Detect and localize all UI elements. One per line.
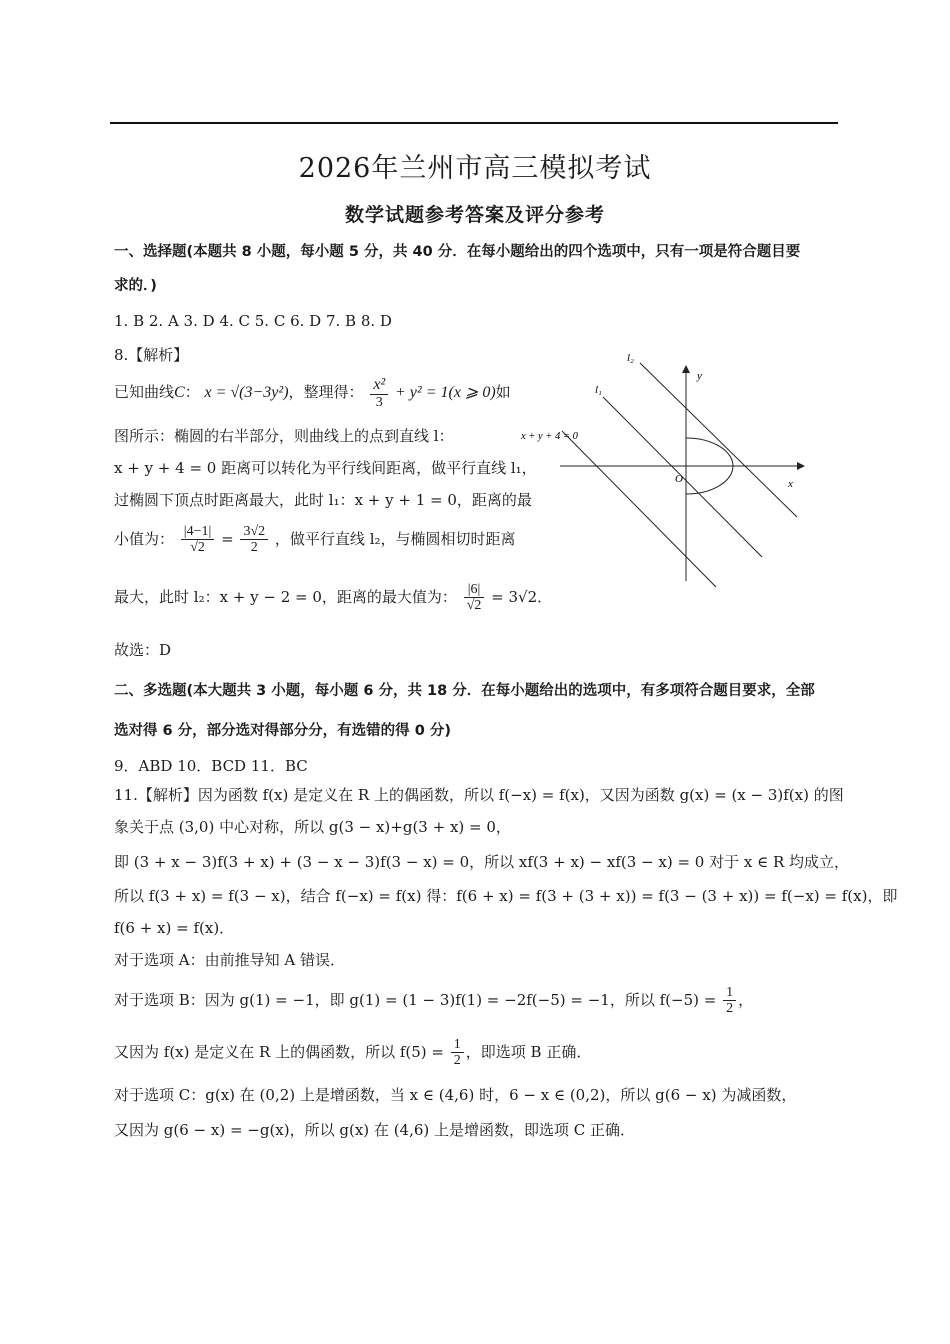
section2-answers: 9．ABD 10．BCD 11．BC: [114, 757, 308, 775]
label-y: y: [697, 370, 702, 382]
q11-line7-frac-num: 1: [723, 985, 736, 1001]
q8-line4: 过椭圆下顶点时距离最大，此时 l₁：x + y + 1 = 0，距离的最: [114, 491, 532, 509]
label-x: x: [788, 478, 793, 490]
q8-choice: 故选：D: [114, 641, 172, 659]
q8-line1-colon: ：: [184, 383, 200, 401]
q11-line8-fraction: [451, 1037, 464, 1069]
q11-line7-frac-den: 2: [726, 1001, 734, 1017]
label-l2: l₂: [627, 352, 634, 364]
q8-figure: [515, 345, 815, 595]
q11-line3: 即 (3 + x − 3)f(3 + x) + (3 − x − 3)f(3 − x) = 0，所以 xf(3 + x) − xf(3 − x) = 0 对于 x ∈ R 均成立，: [114, 853, 850, 871]
q8-line6-prefix: 最大，此时 l₂：x + y − 2 = 0，距离的最大值为：: [114, 587, 457, 606]
label-line-x-y-4: x + y + 4 = 0: [521, 431, 578, 442]
q8-line1-suffix: 如: [495, 383, 511, 401]
x-axis-arrow: [797, 462, 805, 470]
q8-line1-mid: ，整理得：: [288, 383, 364, 401]
q8-line2: 图所示：椭圆的右半部分，则曲线上的点到直线 l：: [114, 427, 454, 445]
q11-line5: f(6 + x) = f(x)．: [114, 919, 235, 937]
q8-line5: [114, 524, 516, 556]
q8-line6-suffix: = 3√2．: [491, 587, 553, 606]
q8-min-value-num: 3√2: [240, 524, 268, 540]
q8-line3: x + y + 4 = 0 距离可以转化为平行线间距离，做平行直线 l₁，: [114, 459, 537, 477]
q8-fraction-x2-num: x²: [370, 376, 388, 395]
q8-equals: =: [221, 529, 234, 548]
q11-line7-fraction: [723, 985, 736, 1017]
q8-max-num: |6|: [464, 582, 485, 598]
q8-min-value-fraction: [240, 524, 268, 556]
header-rule: [110, 122, 838, 124]
q11-line8: [114, 1037, 591, 1069]
q11-line7-suffix: ，: [738, 990, 754, 1009]
q11-line10: 又因为 g(6 − x) = −g(x)，所以 g(x) 在 (4,6) 上是增函数，即选项 C 正确．: [114, 1121, 636, 1139]
q11-line9: 对于选项 C：g(x) 在 (0,2) 上是增函数，当 x ∈ (4,6) 时，6 − x ∈ (0,2)，所以 g(6 − x) 为减函数，: [114, 1086, 797, 1104]
section2-heading-line2: 选对得 6 分，部分选对得部分分，有选错的得 0 分): [114, 723, 451, 739]
q8-max-distance-fraction: [464, 582, 485, 614]
q8-line5-suffix: ，做平行直线 l₂，与椭圆相切时距离: [274, 529, 516, 548]
q11-line4: 所以 f(3 + x) = f(3 − x)，结合 f(−x) = f(x) 得：f(6 + x) = f(3 + (3 + x)) = f(3 − (3 + x)) = f(−x) = f(x)，即: [114, 887, 898, 905]
q8-curve-equation: x = √(3−3y²): [204, 384, 289, 401]
page-title: 2026年兰州市高三模拟考试: [298, 153, 652, 184]
q11-line2: 象关于点 (3,0) 中心对称，所以 g(3 − x)+g(3 + x) = 0，: [114, 818, 511, 836]
section1-heading-line2: 求的．): [114, 278, 157, 294]
section1-answers: 1. B 2. A 3. D 4. C 5. C 6. D 7. B 8. D: [114, 312, 392, 330]
section2-heading-line1: 二、多选题(本大题共 3 小题，每小题 6 分，共 18 分．在每小题给出的选项中，有多项符合题目要求，全部: [114, 683, 815, 699]
line-l2: [640, 363, 797, 517]
q8-line5-prefix: 小值为：: [114, 529, 175, 548]
q8-line1: [114, 376, 511, 410]
section1-heading-line1: 一、选择题(本题共 8 小题，每小题 5 分，共 40 分．在每小题给出的四个选项中，只有一项是符合题目要: [114, 244, 801, 260]
q8-line1-prefix: 已知曲线: [114, 383, 175, 401]
q11-line1: 11.【解析】因为函数 f(x) 是定义在 R 上的偶函数，所以 f(−x) = f(x)，又因为函数 g(x) = (x − 3)f(x) 的图: [114, 786, 844, 804]
q8-min-distance-fraction: [181, 524, 215, 556]
line-x-y-4: [562, 431, 716, 587]
label-origin: O: [675, 473, 683, 485]
q8-fraction-x2-den: 3: [375, 394, 383, 410]
label-l1: l₁: [595, 384, 602, 396]
q8-curve-name: C: [174, 384, 185, 401]
q11-line7-prefix: 对于选项 B：因为 g(1) = −1，即 g(1) = (1 − 3)f(1) = −2f(−5) = −1，所以 f(−5) =: [114, 990, 717, 1009]
page-subtitle: 数学试题参考答案及评分参考: [344, 204, 605, 226]
q8-min-den: √2: [190, 540, 205, 556]
q11-line8-suffix: ，即选项 B 正确．: [465, 1042, 592, 1061]
q11-line8-frac-den: 2: [453, 1053, 461, 1069]
y-axis-arrow: [682, 365, 690, 373]
q8-label: 8.【解析】: [114, 346, 189, 364]
q11-line8-prefix: 又因为 f(x) 是定义在 R 上的偶函数，所以 f(5) =: [114, 1042, 444, 1061]
q11-line6: 对于选项 A：由前推导知 A 错误．: [114, 951, 345, 969]
q8-min-num: |4−1|: [181, 524, 215, 540]
q8-max-den: √2: [466, 598, 482, 614]
q8-ellipse-equation: + y² = 1(x ⩾ 0): [395, 384, 496, 401]
q11-line8-frac-num: 1: [451, 1037, 464, 1053]
q11-line7: [114, 985, 753, 1017]
q8-line6: [114, 582, 552, 614]
q8-min-value-den: 2: [250, 540, 258, 556]
q8-fraction-x2-over-3: [370, 376, 388, 410]
